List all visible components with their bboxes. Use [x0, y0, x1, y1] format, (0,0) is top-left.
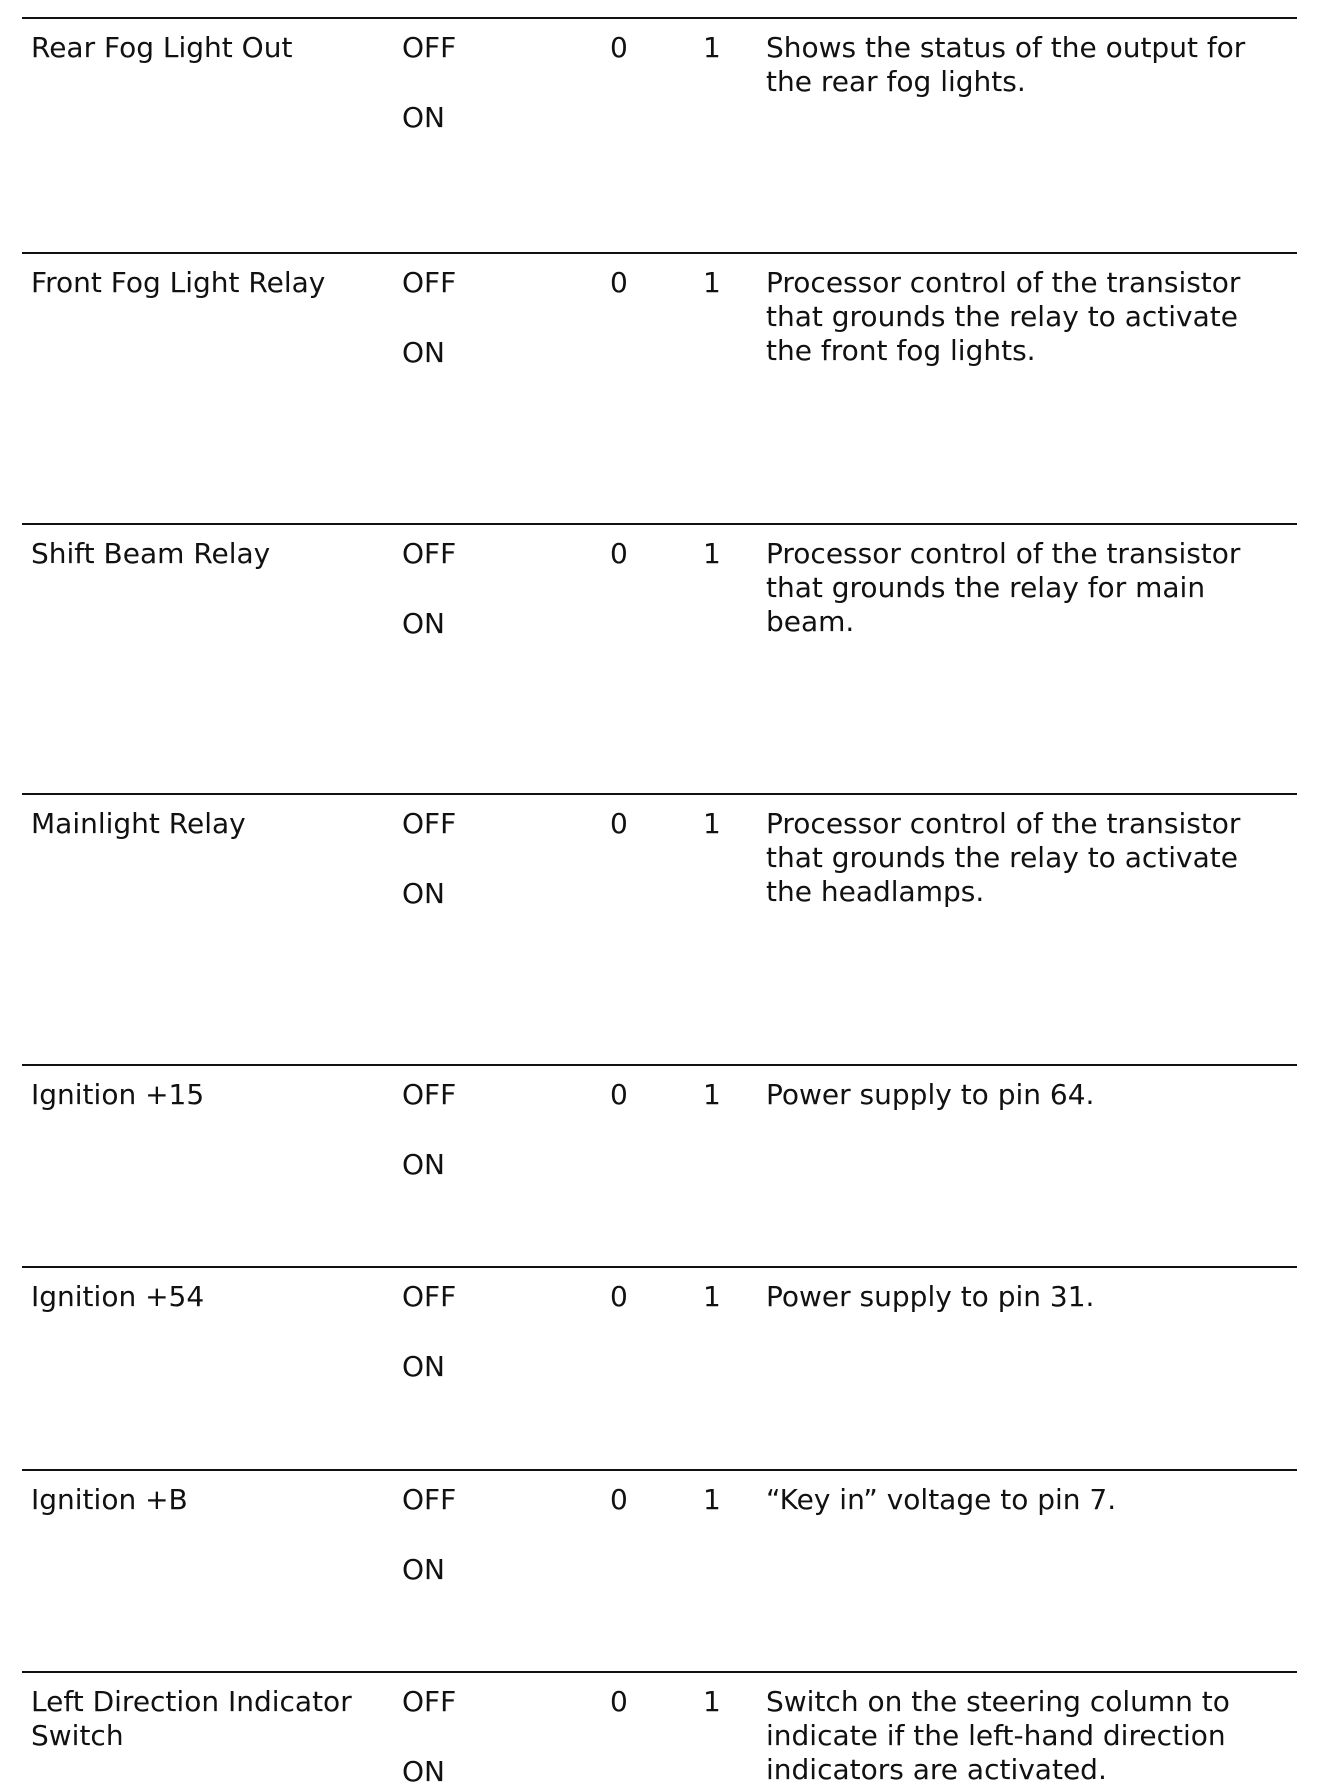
signal-description: Power supply to pin 31. — [766, 1280, 1095, 1313]
value-one: 1 — [703, 1280, 721, 1313]
state-on-label: ON — [402, 607, 445, 640]
state-on-label: ON — [402, 877, 445, 910]
value-one: 1 — [703, 31, 721, 64]
signal-name: Front Fog Light Relay — [31, 266, 326, 299]
state-off-label: OFF — [402, 537, 457, 570]
state-on-label: ON — [402, 1350, 445, 1383]
state-off-label: OFF — [402, 1685, 457, 1718]
table-row — [22, 793, 1297, 910]
signal-name: Mainlight Relay — [31, 807, 246, 840]
signal-name: Ignition +15 — [31, 1078, 205, 1111]
value-zero: 0 — [610, 537, 628, 570]
value-zero: 0 — [610, 266, 628, 299]
signal-description: Processor control of the transistor that grounds the relay to activate the front fog lights. — [766, 266, 1241, 367]
table-row — [22, 252, 1297, 369]
signal-description: Processor control of the transistor that grounds the relay for main beam. — [766, 537, 1241, 638]
state-on-label: ON — [402, 1553, 445, 1586]
signal-name: Ignition +B — [31, 1483, 188, 1516]
table-row — [22, 1064, 1297, 1181]
state-on-label: ON — [402, 1148, 445, 1181]
value-zero: 0 — [610, 1685, 628, 1718]
signal-description: Switch on the steering column to indicate if the left-hand direction indicators are activated. — [766, 1685, 1230, 1786]
value-zero: 0 — [610, 31, 628, 64]
signal-name: Rear Fog Light Out — [31, 31, 293, 64]
state-off-label: OFF — [402, 1483, 457, 1516]
state-off-label: OFF — [402, 1280, 457, 1313]
table-row — [22, 1671, 1297, 1788]
state-off-label: OFF — [402, 266, 457, 299]
signal-name: Left Direction Indicator Switch — [31, 1685, 352, 1752]
signal-description: Shows the status of the output for the rear fog lights. — [766, 31, 1246, 98]
signal-description: Processor control of the transistor that grounds the relay to activate the headlamps. — [766, 807, 1241, 908]
value-zero: 0 — [610, 1280, 628, 1313]
table-row — [22, 1469, 1297, 1586]
table-row — [22, 523, 1297, 640]
signal-name: Ignition +54 — [31, 1280, 205, 1313]
value-one: 1 — [703, 266, 721, 299]
state-on-label: ON — [402, 1755, 445, 1788]
value-zero: 0 — [610, 807, 628, 840]
value-zero: 0 — [610, 1078, 628, 1111]
signal-description: Power supply to pin 64. — [766, 1078, 1095, 1111]
value-one: 1 — [703, 1078, 721, 1111]
table-row — [22, 1266, 1297, 1383]
signal-description: “Key in” voltage to pin 7. — [766, 1483, 1117, 1516]
state-on-label: ON — [402, 101, 445, 134]
signal-name: Shift Beam Relay — [31, 537, 271, 570]
table-row — [22, 17, 1297, 134]
state-on-label: ON — [402, 336, 445, 369]
value-zero: 0 — [610, 1483, 628, 1516]
value-one: 1 — [703, 1685, 721, 1718]
state-off-label: OFF — [402, 31, 457, 64]
value-one: 1 — [703, 537, 721, 570]
value-one: 1 — [703, 807, 721, 840]
state-off-label: OFF — [402, 807, 457, 840]
state-off-label: OFF — [402, 1078, 457, 1111]
value-one: 1 — [703, 1483, 721, 1516]
